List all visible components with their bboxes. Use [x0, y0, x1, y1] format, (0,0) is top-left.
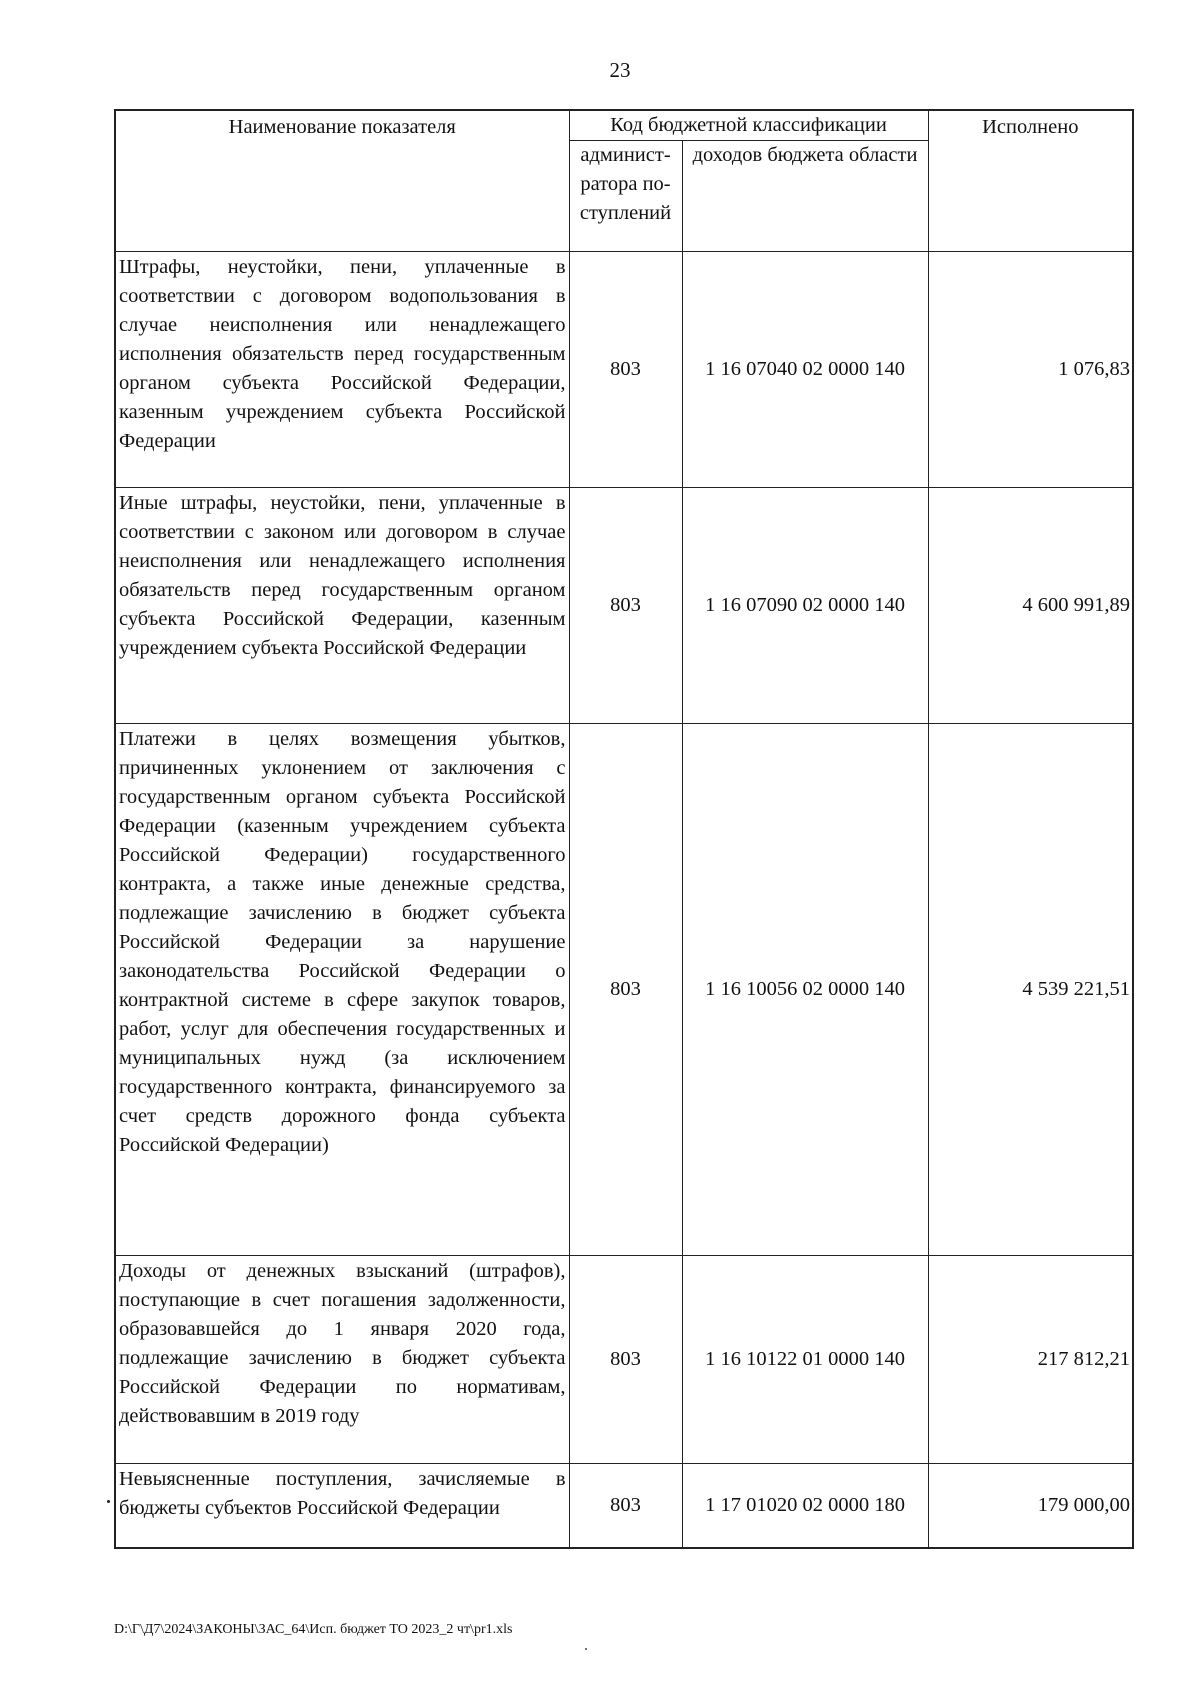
row-name: Доходы от денежных взысканий (штрафов), поступающие в счет погашения задолженности, образовавшейся до 1 января 2020 года, подлежащие зачислению в бюджет субъекта Российской Федерации по нормативам, действовавшим в 2019 году: [115, 1256, 569, 1464]
scan-mark: [585, 1648, 587, 1650]
row-admin-code: 803: [569, 488, 682, 724]
row-income-code: 1 17 01020 02 0000 180: [682, 1464, 928, 1548]
header-income: доходов бюджета области: [682, 141, 928, 252]
row-amount: 4 600 991,89: [928, 488, 1133, 724]
row-name: Платежи в целях возмещения убытков, причиненных уклонением от заключения с государственным органом субъекта Российской Федерации (казенным учреждением субъекта Российской Федерации) государственного контракта, а также иные денежные средства, подлежащие зачислению в бюджет субъекта Российской Федерации за нарушение законодательства Российской Федерации о контрактной системе в сфере закупок товаров, работ, услуг для обеспечения государственных и муниципальных нужд (за исключением государственного контракта, финансируемого за счет средств дорожного фонда субъекта Российской Федерации): [115, 724, 569, 1256]
table-row: [115, 488, 1133, 724]
page-number: 23: [609, 58, 631, 82]
row-income-code: 1 16 10122 01 0000 140: [682, 1256, 928, 1464]
header-code-group: Код бюджетной классификации: [569, 110, 928, 141]
row-amount: 217 812,21: [928, 1256, 1133, 1464]
row-admin-code: 803: [569, 1256, 682, 1464]
scan-mark: [107, 1500, 110, 1503]
row-admin-code: 803: [569, 724, 682, 1256]
row-income-code: 1 16 07090 02 0000 140: [682, 488, 928, 724]
row-admin-code: 803: [569, 252, 682, 488]
footer-file-path: D:\Г\Д7\2024\ЗАКОНЫ\ЗАС_64\Исп. бюджет ТО 2023_2 чт\pr1.xls: [114, 1622, 513, 1637]
header-admin: админист-ратора по-ступлений: [569, 141, 682, 252]
row-amount: 4 539 221,51: [928, 724, 1133, 1256]
row-income-code: 1 16 07040 02 0000 140: [682, 252, 928, 488]
row-name: Иные штрафы, неустойки, пени, уплаченные в соответствии с законом или договором в случае неисполнения или ненадлежащего исполнения обязательств перед государственным органом субъекта Российской Федерации, казенным учреждением субъекта Российской Федерации: [115, 488, 569, 724]
row-name: Штрафы, неустойки, пени, уплаченные в соответствии с договором водопользования в случае неисполнения или ненадлежащего исполнения обязательств перед государственным органом субъекта Российской Федерации, казенным учреждением субъекта Российской Федерации: [115, 252, 569, 488]
row-income-code: 1 16 10056 02 0000 140: [682, 724, 928, 1256]
table-row: [115, 252, 1133, 488]
row-name: Невыясненные поступления, зачисляемые в бюджеты субъектов Российской Федерации: [115, 1464, 569, 1548]
table-header-row: [115, 110, 1133, 141]
row-admin-code: 803: [569, 1464, 682, 1548]
table-row: [115, 1256, 1133, 1464]
row-amount: 1 076,83: [928, 252, 1133, 488]
table-row: [115, 724, 1133, 1256]
header-executed: Исполнено: [928, 110, 1133, 252]
header-name: Наименование показателя: [115, 110, 569, 252]
budget-table: [114, 109, 1134, 1549]
row-amount: 179 000,00: [928, 1464, 1133, 1548]
table-row: [115, 1464, 1133, 1548]
